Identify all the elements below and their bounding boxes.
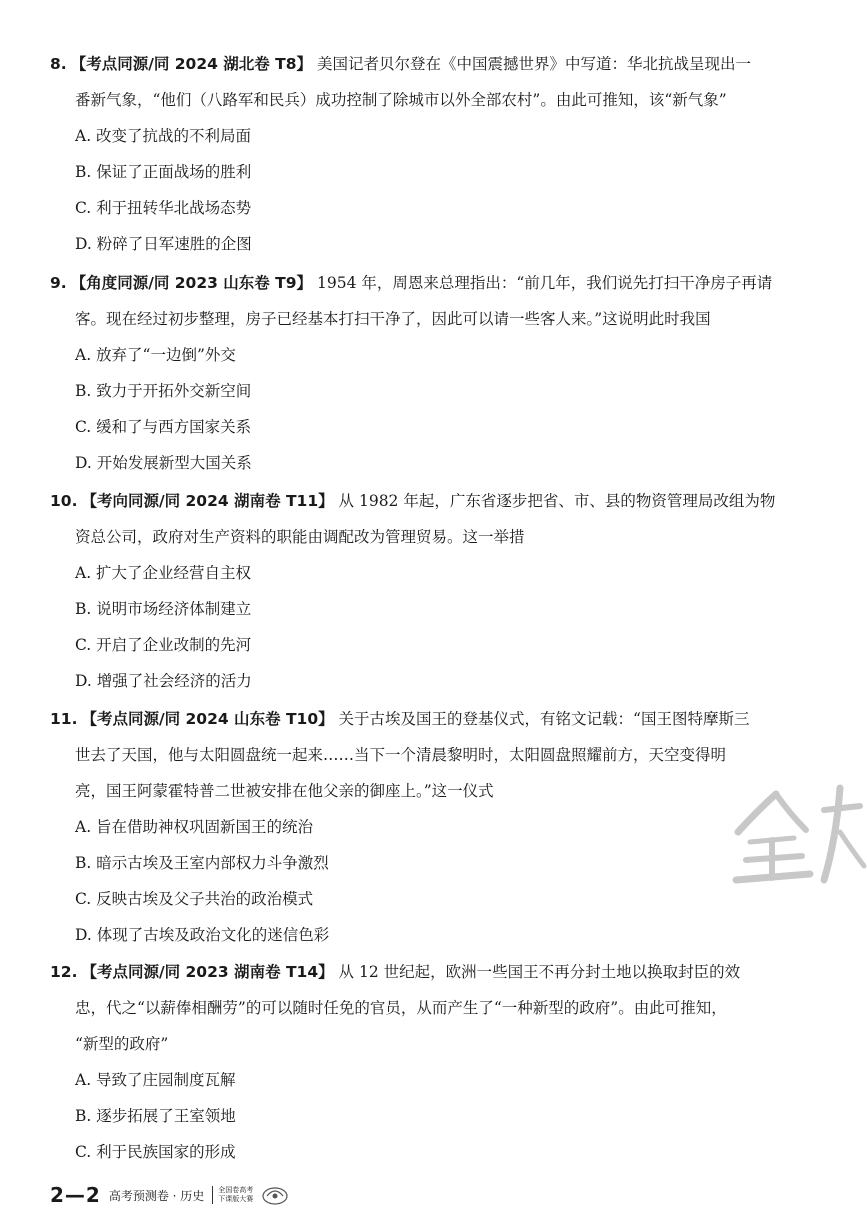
option-c[interactable]: C. 利于民族国家的形成 (75, 1143, 236, 1161)
question-source-tag: 【考点同源/同 2023 湖南卷 T14】 (81, 963, 334, 981)
option-d[interactable]: D. 增强了社会经济的活力 (75, 672, 252, 690)
question-source-tag: 【考点同源/同 2024 山东卷 T10】 (81, 710, 334, 728)
stem-line-2: 忠，代之“以薪俸相酬劳”的可以随时任免的官员，从而产生了“一种新型的政府”。由此可推知， (75, 999, 727, 1017)
option-a[interactable]: A. 旨在借助神权巩固新国王的统治 (75, 818, 314, 836)
question-number: 10. (50, 492, 78, 510)
option-b[interactable]: B. 说明市场经济体制建立 (75, 600, 252, 618)
page-number: 2—2 (50, 1183, 101, 1207)
question-stem (50, 701, 820, 809)
footer-title: 高考预测卷 · 历史 (108, 1188, 205, 1203)
brand-line-1: 全国卷高考 (218, 1186, 254, 1194)
question-stem (50, 265, 820, 337)
option-d[interactable]: D. 体现了古埃及政治文化的迷信色彩 (75, 926, 330, 944)
question-stem (50, 954, 820, 1062)
stem-line-1: 从 1982 年起，广东省逐步把省、市、县的物资管理局改组为物 (338, 492, 776, 510)
page-footer (50, 1180, 289, 1210)
option-a[interactable]: A. 扩大了企业经营自主权 (75, 564, 252, 582)
stem-line-2: 客。现在经过初步整理，房子已经基本打扫干净了，因此可以请一些客人来。”这说明此时我国 (75, 310, 711, 328)
stem-line-3: “新型的政府” (75, 1035, 169, 1053)
question-stem (50, 483, 820, 555)
option-b[interactable]: B. 保证了正面战场的胜利 (75, 163, 252, 181)
question-number: 12. (50, 963, 78, 981)
footer-brand (212, 1186, 253, 1204)
option-a[interactable]: A. 放弃了“一边倒”外交 (75, 346, 236, 364)
stem-line-2: 世去了天国，他与太阳圆盘统一起来……当下一个清晨黎明时，太阳圆盘照耀前方，天空变得明 (75, 746, 727, 764)
stem-line-1: 美国记者贝尔登在《中国震撼世界》中写道：华北抗战呈现出一 (316, 55, 751, 73)
stem-line-2: 番新气象，“他们（八路军和民兵）成功控制了除城市以外全部农村”。由此可推知，该“新气象” (75, 91, 727, 109)
question-source-tag: 【考向同源/同 2024 湖南卷 T11】 (81, 492, 334, 510)
question-11 (50, 701, 820, 953)
option-b[interactable]: B. 暗示古埃及王室内部权力斗争激烈 (75, 854, 329, 872)
option-a[interactable]: A. 导致了庄园制度瓦解 (75, 1071, 236, 1089)
question-source-tag: 【考点同源/同 2024 湖北卷 T8】 (70, 55, 313, 73)
option-b[interactable]: B. 致力于开拓外交新空间 (75, 382, 252, 400)
brand-line-2: 下课版大赛 (218, 1195, 254, 1203)
question-10 (50, 483, 820, 699)
stem-line-1: 关于古埃及国王的登基仪式，有铭文记载：“国王图特摩斯三 (338, 710, 750, 728)
option-c[interactable]: C. 开启了企业改制的先河 (75, 636, 252, 654)
option-c[interactable]: C. 缓和了与西方国家关系 (75, 418, 252, 436)
stem-line-1: 从 12 世纪起，欧洲一些国王不再分封土地以换取封臣的效 (338, 963, 741, 981)
stem-line-3: 亮，国王阿蒙霍特普二世被安排在他父亲的御座上。”这一仪式 (75, 782, 494, 800)
question-9 (50, 265, 820, 481)
option-a[interactable]: A. 改变了抗战的不利局面 (75, 127, 252, 145)
calligraphy-watermark-icon (728, 780, 867, 890)
question-number: 9. (50, 274, 67, 292)
option-b[interactable]: B. 逐步拓展了王室领地 (75, 1107, 236, 1125)
option-d[interactable]: D. 开始发展新型大国关系 (75, 454, 252, 472)
publisher-logo-icon (261, 1184, 289, 1206)
option-d[interactable]: D. 粉碎了日军速胜的企图 (75, 235, 252, 253)
question-8 (50, 46, 820, 262)
question-stem (50, 46, 820, 118)
question-12 (50, 954, 820, 1170)
question-number: 8. (50, 55, 67, 73)
option-c[interactable]: C. 反映古埃及父子共治的政治模式 (75, 890, 314, 908)
question-source-tag: 【角度同源/同 2023 山东卷 T9】 (70, 274, 313, 292)
option-c[interactable]: C. 利于扭转华北战场态势 (75, 199, 252, 217)
question-number: 11. (50, 710, 78, 728)
stem-line-1: 1954 年，周恩来总理指出：“前几年，我们说先打扫干净房子再请 (316, 274, 773, 292)
stem-line-2: 资总公司，政府对生产资料的职能由调配改为管理贸易。这一举措 (75, 528, 525, 546)
